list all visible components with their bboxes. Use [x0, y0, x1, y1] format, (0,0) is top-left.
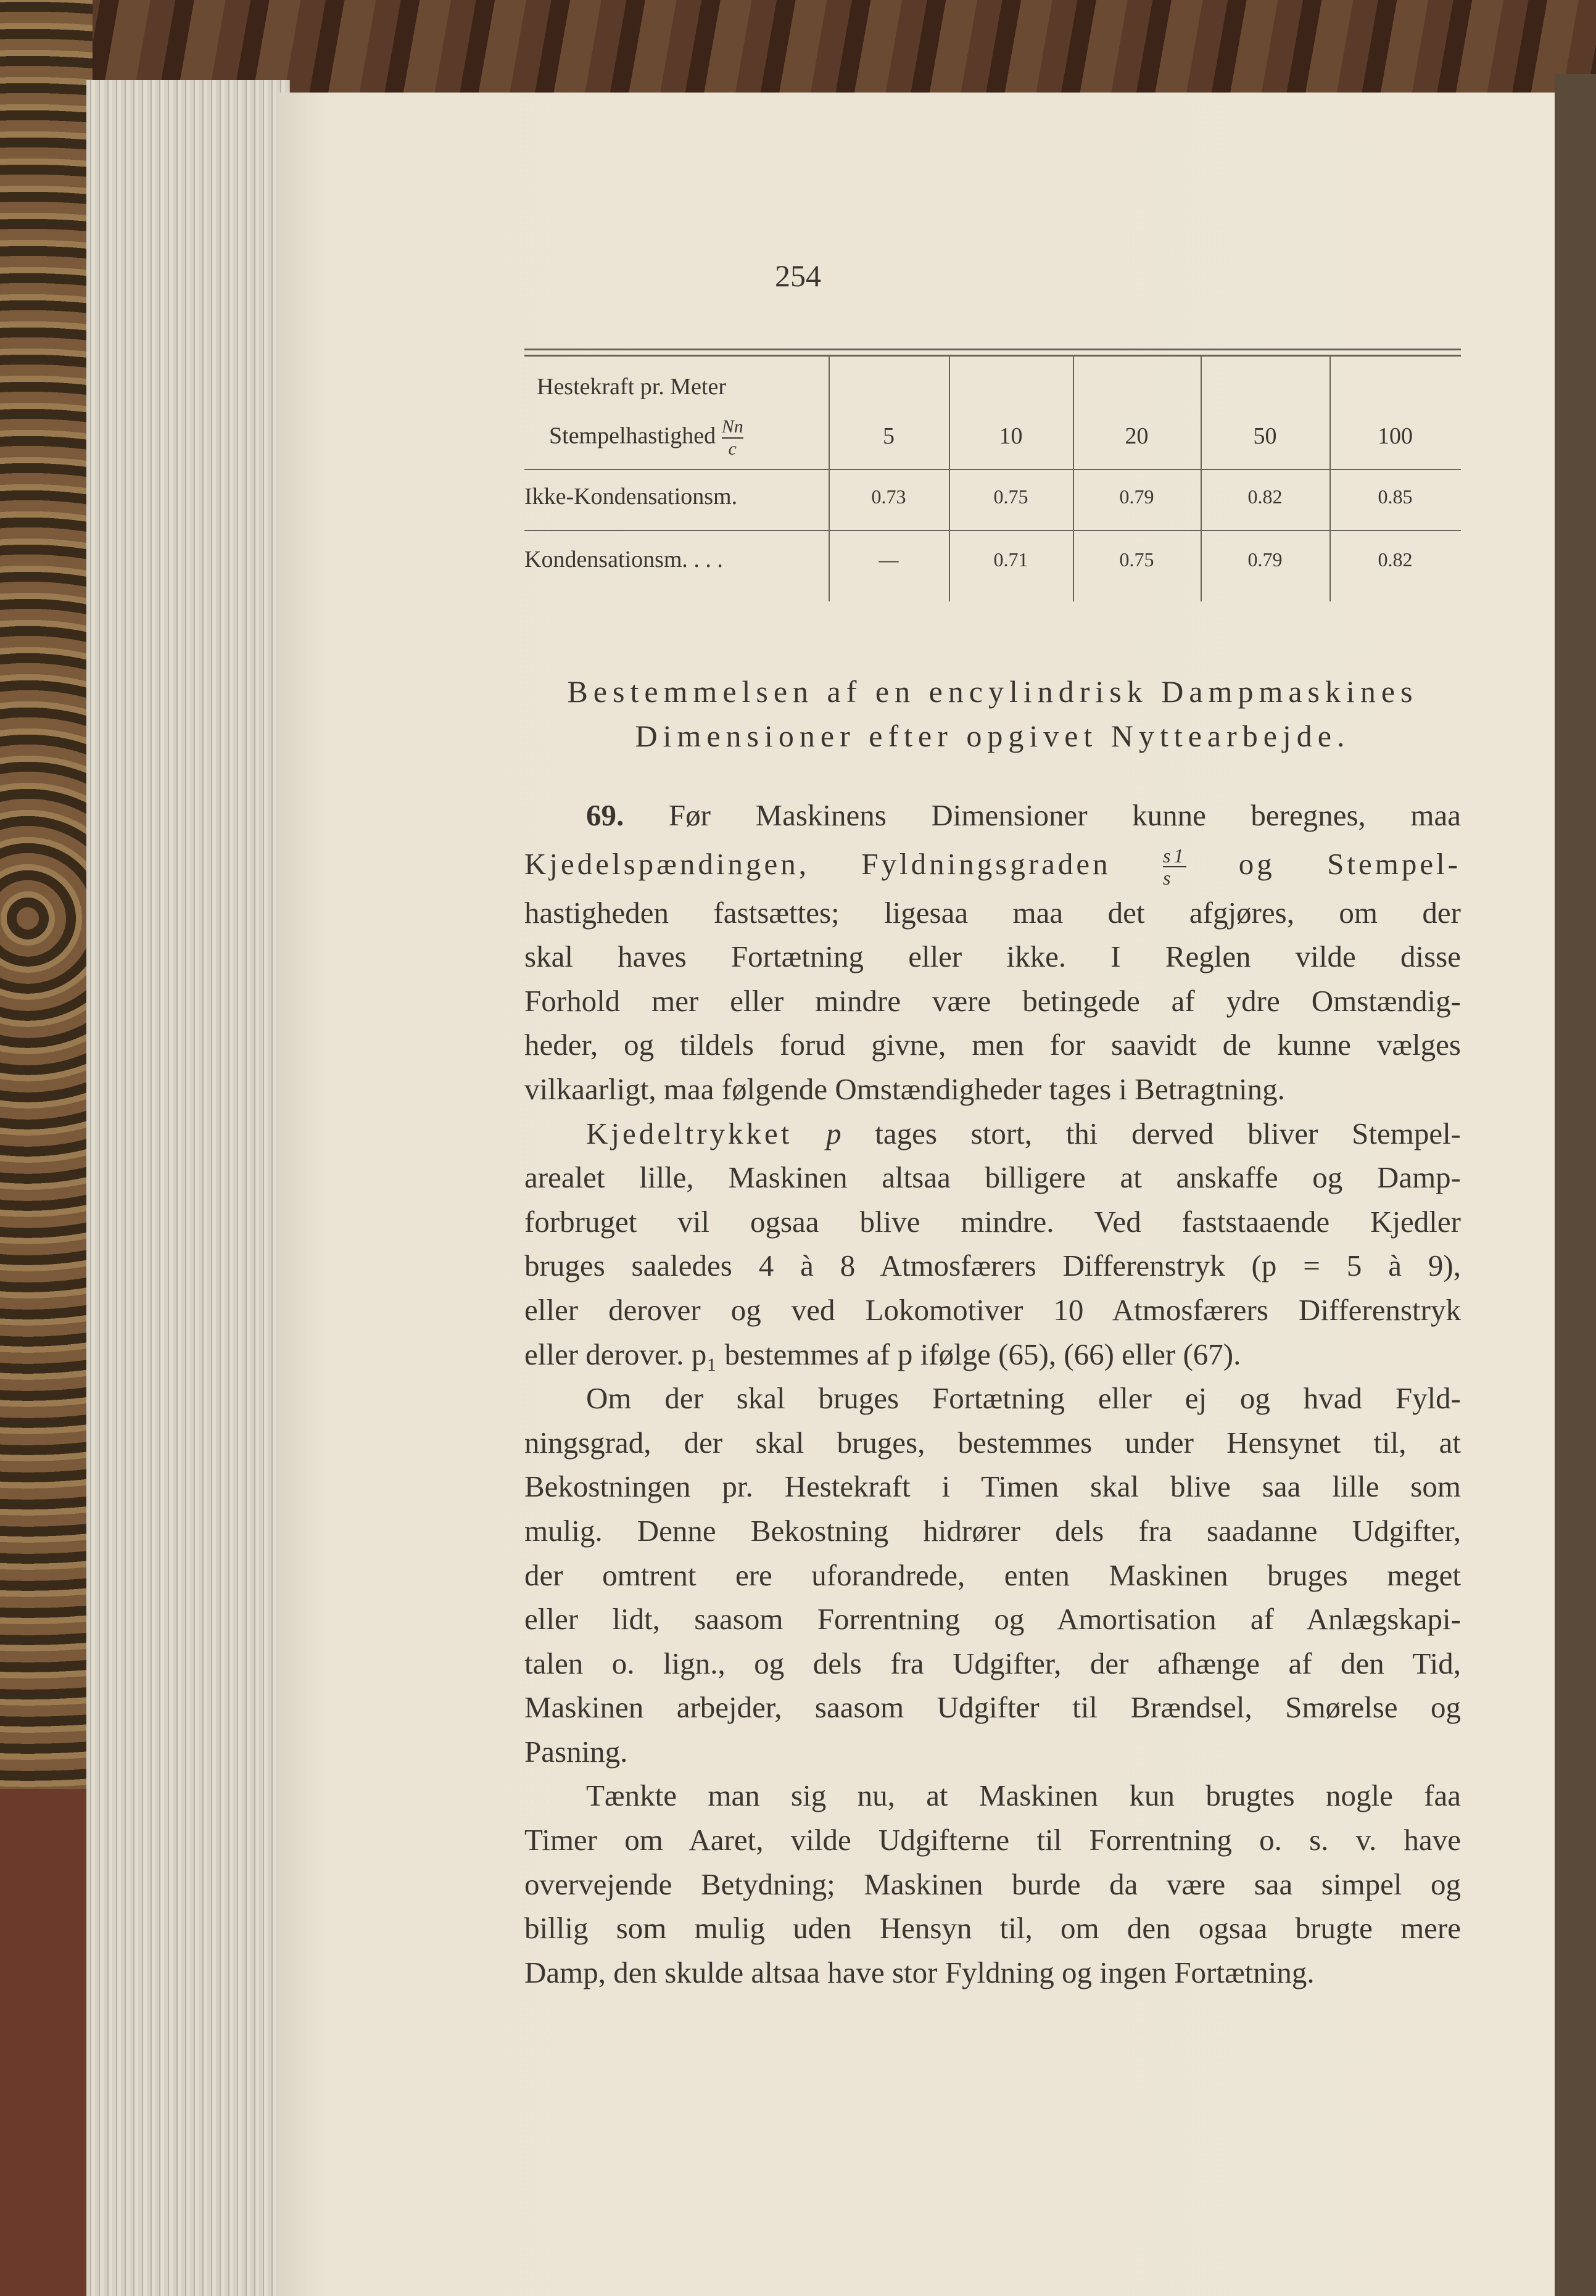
text-line: Om der skal bruges Fortætning eller ej og hvad Fyld-	[586, 1381, 1461, 1416]
section-heading	[524, 669, 1461, 758]
table-cell: 0.73	[871, 485, 906, 508]
book-cover-leather	[0, 1789, 93, 2296]
table-cell: 0.79	[1247, 548, 1283, 571]
table-cell: —	[879, 548, 899, 571]
text-line: forbruget vil ogsaa blive mindre. Ved faststaaende Kjedler	[524, 1204, 1461, 1239]
header-label: Stempelhastighed $\frac{Nn}{c}$	[549, 416, 743, 459]
text-line: billig som mulig uden Hensyn til, om den ogsaa brugte mere	[524, 1911, 1461, 1946]
header-label: Hestekraft pr. Meter	[537, 374, 727, 400]
text-line: 69. Før Maskinens Dimensioner kunne beregnes, maa	[586, 798, 1461, 832]
text-line: heder, og tildels forud givne, men for saavidt de kunne vælges	[524, 1028, 1461, 1062]
row-label: Ikke-Kondensationsm.	[524, 484, 738, 510]
text-line: bruges saaledes 4 à 8 Atmosfærers Differenstryk (p = 5 à 9),	[524, 1249, 1461, 1283]
text-line: overvejende Betydning; Maskinen burde da være saa simpel og	[524, 1867, 1461, 1901]
table-cell: 0.75	[993, 485, 1028, 508]
table-cell: 0.85	[1378, 485, 1413, 508]
text-line: eller lidt, saasom Forrentning og Amortisation af Anlægskapi-	[524, 1602, 1461, 1637]
text-line: talen o. lign., og dels fra Udgifter, der afhænge af den Tid,	[524, 1646, 1461, 1680]
body-text	[524, 793, 1461, 1994]
table-cell: 0.71	[993, 548, 1028, 571]
page-edges	[86, 80, 290, 2296]
page-number: 254	[775, 258, 821, 293]
text-line: hastigheden fastsættes; ligesaa maa det afgjøres, om der	[524, 895, 1461, 930]
text-line: Tænkte man sig nu, at Maskinen kun brugtes nogle faa	[586, 1778, 1461, 1813]
book-cover-right	[1555, 74, 1596, 2296]
text-line: eller derover og ved Lokomotiver 10 Atmosfærers Differenstryk	[524, 1292, 1461, 1327]
text-line: Pasning.	[524, 1734, 628, 1769]
column-header: 100	[1378, 423, 1413, 449]
text-line: Damp, den skulde altsaa have stor Fyldning og ingen Fortætning.	[524, 1955, 1315, 1989]
column-header: 20	[1125, 423, 1149, 449]
column-header: 5	[883, 423, 895, 449]
heading-line: Dimensioner efter opgivet Nyttearbejde.	[635, 719, 1350, 753]
table-cell: 0.82	[1247, 485, 1283, 508]
text-line: vilkaarligt, maa følgende Omstændigheder tages i Betragtning.	[524, 1072, 1285, 1106]
text-line: Maskinen arbejder, saasom Udgifter til Brændsel, Smørelse og	[524, 1690, 1461, 1725]
column-header: 50	[1253, 423, 1277, 449]
text-line: mulig. Denne Bekostning hidrører dels fra saadanne Udgifter,	[524, 1513, 1461, 1548]
coefficient-table	[524, 349, 1461, 601]
row-label: Kondensationsm. . . .	[524, 547, 723, 572]
text-line: Kjedelspændingen, Fyldningsgraden $\frac{s1}{s}$ og Stempel-	[524, 844, 1462, 890]
text-line: arealet lille, Maskinen altsaa billigere at anskaffe og Damp-	[524, 1160, 1461, 1195]
text-line: Forhold mer eller mindre være betingede af ydre Omstændig-	[524, 983, 1461, 1018]
table-cell: 0.79	[1119, 485, 1154, 508]
table-cell: 0.75	[1119, 548, 1154, 571]
text-line: Kjedeltrykket p tages stort, thi derved bliver Stempel-	[586, 1116, 1461, 1150]
text-line: Bekostningen pr. Hestekraft i Timen skal blive saa lille som	[524, 1469, 1461, 1504]
text-line: ningsgrad, der skal bruges, bestemmes under Hensynet til, at	[524, 1425, 1461, 1460]
table-cell: 0.82	[1378, 548, 1413, 571]
heading-line: Bestemmelsen af en encylindrisk Dampmaskines	[567, 674, 1418, 709]
text-line: skal haves Fortætning eller ikke. I Reglen vilde disse	[524, 939, 1461, 974]
text-line: der omtrent ere uforandrede, enten Maskinen bruges meget	[524, 1558, 1461, 1592]
column-header: 10	[999, 423, 1023, 449]
text-line: Timer om Aaret, vilde Udgifterne til Forrentning o. s. v. have	[524, 1823, 1461, 1857]
text-line: eller derover. p₁ bestemmes af p ifølge (65), (66) eller (67).	[524, 1337, 1241, 1371]
